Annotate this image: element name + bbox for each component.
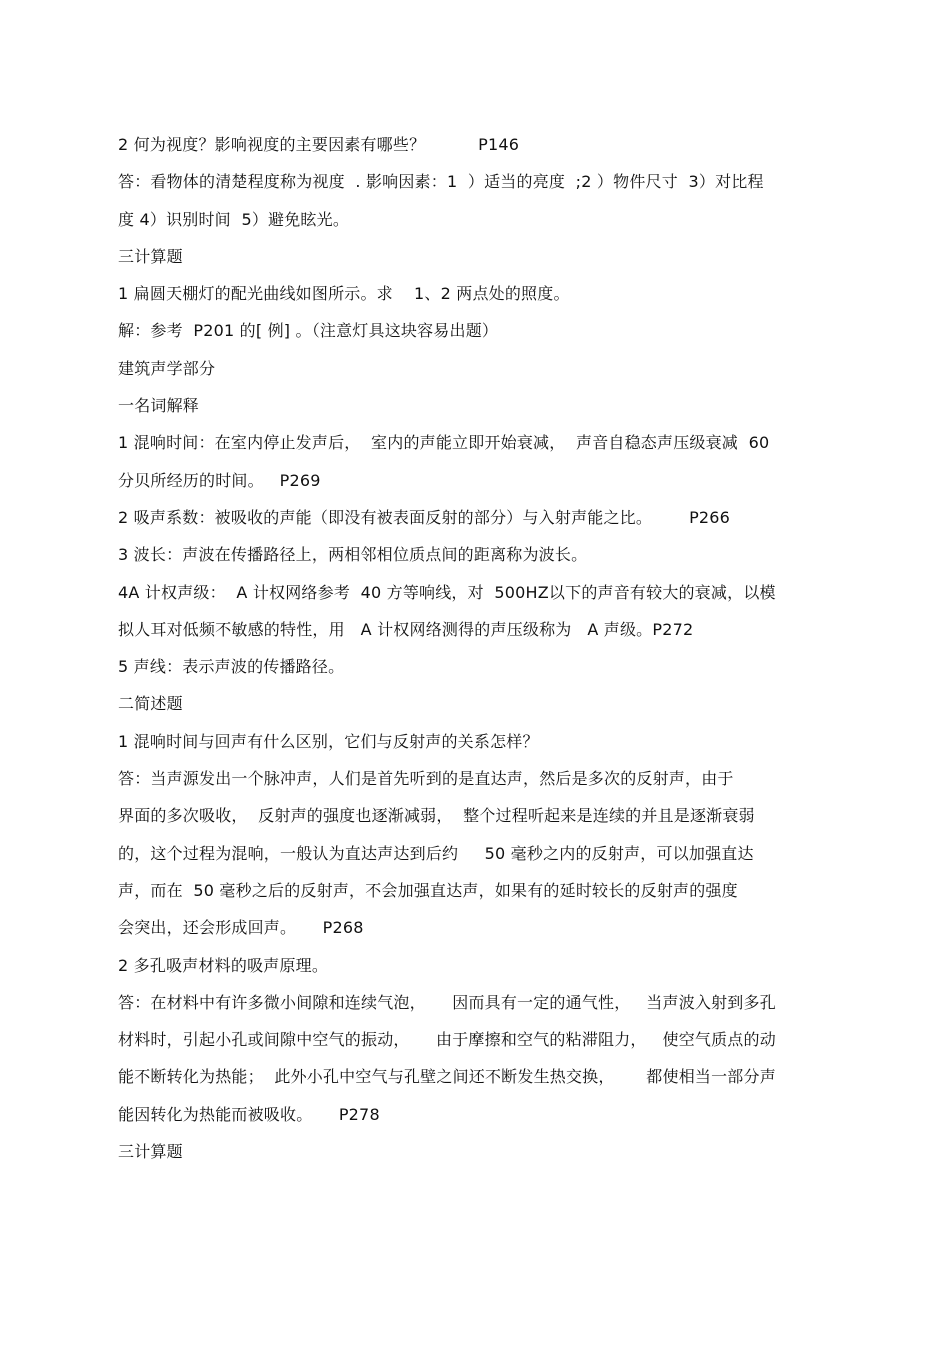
text-line: 拟人耳对低频不敏感的特性，用 A 计权网络测得的声压级称为 A 声级。P272 bbox=[118, 619, 694, 639]
text-line: 解：参考 P201 的[ 例] 。（注意灯具这块容易出题） bbox=[118, 321, 499, 341]
document-body bbox=[118, 126, 840, 1170]
text-line: 材料时，引起小孔或间隙中空气的振动， 由于摩擦和空气的粘滞阻力， 使空气质点的动 bbox=[118, 1030, 776, 1050]
text-line: 答：当声源发出一个脉冲声，人们是首先听到的是直达声，然后是多次的反射声，由于 bbox=[118, 769, 734, 789]
text-line: 度 4）识别时间 5）避免眩光。 bbox=[118, 209, 350, 229]
text-line: 答：看物体的清楚程度称为视度 . 影响因素：1 ）适当的亮度 ;2 ）物件尺寸 3）对比程 bbox=[118, 172, 764, 192]
text-line: 5 声线：表示声波的传播路径。 bbox=[118, 657, 345, 677]
text-line: 分贝所经历的时间。 P269 bbox=[118, 470, 321, 490]
text-line: 声，而在 50 毫秒之后的反射声，不会加强直达声，如果有的延时较长的反射声的强度 bbox=[118, 880, 738, 900]
section-heading: 一名词解释 bbox=[118, 396, 200, 416]
text-line: 的，这个过程为混响，一般认为直达声达到后约 50 毫秒之内的反射声，可以加强直达 bbox=[118, 843, 754, 863]
text-line: 能不断转化为热能； 此外小孔中空气与孔壁之间还不断发生热交换， 都使相当一部分声 bbox=[118, 1067, 776, 1087]
section-heading: 三计算题 bbox=[118, 246, 183, 266]
text-line: 4A 计权声级： A 计权网络参考 40 方等响线，对 500HZ以下的声音有较大的衰减，以模 bbox=[118, 582, 776, 602]
text-line: 1 混响时间：在室内停止发声后， 室内的声能立即开始衰减， 声音自稳态声压级衰减 60 bbox=[118, 433, 770, 453]
section-heading: 三计算题 bbox=[118, 1142, 183, 1162]
text-line: 3 波长：声波在传播路径上，两相邻相位质点间的距离称为波长。 bbox=[118, 545, 588, 565]
section-heading: 建筑声学部分 bbox=[118, 358, 216, 378]
text-line: 1 混响时间与回声有什么区别，它们与反射声的关系怎样？ bbox=[118, 731, 539, 751]
text-line: 2 吸声系数：被吸收的声能（即没有被表面反射的部分）与入射声能之比。 P266 bbox=[118, 507, 731, 527]
text-line: 2 何为视度？影响视度的主要因素有哪些？ P146 bbox=[118, 135, 520, 154]
text-line: 1 扁圆天棚灯的配光曲线如图所示。求 1、2 两点处的照度。 bbox=[118, 284, 570, 304]
text-line: 会突出，还会形成回声。 P268 bbox=[118, 918, 364, 938]
text-line: 2 多孔吸声材料的吸声原理。 bbox=[118, 955, 329, 975]
text-line: 界面的多次吸收， 反射声的强度也逐渐减弱， 整个过程听起来是连续的并且是逐渐衰弱 bbox=[118, 806, 755, 826]
text-line: 答：在材料中有许多微小间隙和连续气泡， 因而具有一定的通气性， 当声波入射到多孔 bbox=[118, 992, 776, 1012]
text-line: 能因转化为热能而被吸收。 P278 bbox=[118, 1104, 380, 1124]
section-heading: 二简述题 bbox=[118, 694, 183, 714]
